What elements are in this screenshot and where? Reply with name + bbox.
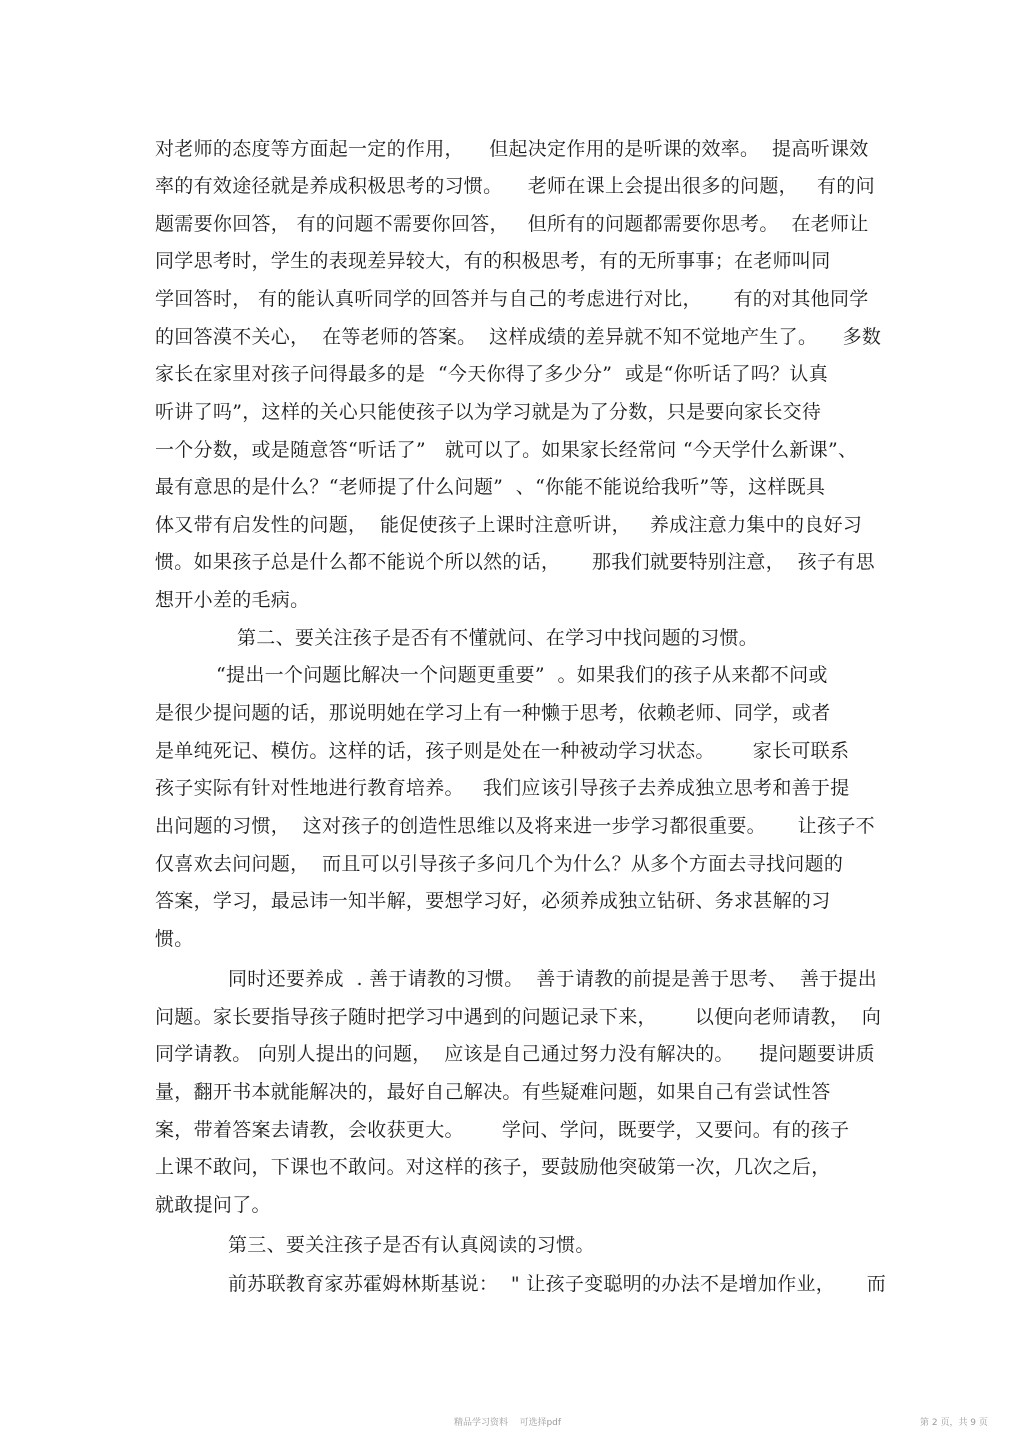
text-line: 听讲了吗”，这样的关心只能使孩子以为学习就是为了分数，只是要向家长交待 — [155, 401, 822, 423]
text-line: 的回答漠不关心， 在等老师的答案。 这样成绩的差异就不知不觉地产生了。 多数 — [155, 326, 882, 348]
text-line: 同时还要养成 . 善于请教的习惯。 善于请教的前提是善于思考、 善于提出 — [228, 968, 878, 990]
text-line: 率的有效途径就是养成积极思考的习惯。 老师在课上会提出很多的问题， 有的问 — [155, 175, 875, 197]
text-line: 对老师的态度等方面起一定的作用， 但起决定作用的是听课的效率。 提高听课效 — [155, 138, 869, 160]
text-line: 前苏联教育家苏霍姆林斯基说： " 让孩子变聪明的办法不是增加作业， 而 — [228, 1273, 887, 1295]
text-line: 出问题的习惯， 这对孩子的创造性思维以及将来进一步学习都很重要。 让孩子不 — [155, 815, 875, 837]
section-heading: 第二、要关注孩子是否有不懂就问、在学习中找问题的习惯。 — [237, 627, 759, 649]
text-line: 最有意思的是什么？“老师提了什么问题” 、“你能不能说给我听”等，这样既具 — [155, 476, 826, 498]
text-line: “提出一个问题比解决一个问题更重要” 。如果我们的孩子从来都不问或 — [216, 664, 828, 686]
text-line: 题需要你回答， 有的问题不需要你回答， 但所有的问题都需要你思考。 在老师让 — [155, 213, 869, 235]
text-line: 同学思考时，学生的表现差异较大，有的积极思考，有的无所事事；在老师叫同 — [155, 250, 831, 272]
footer-watermark-text: 精品学习资料 可选择pdf — [454, 1418, 562, 1428]
text-line: 问题。家长要指导孩子随时把学习中遇到的问题记录下来， 以便向老师请教， 向 — [155, 1006, 882, 1028]
footer-page-number: 第 2 页，共 9 页 — [920, 1418, 988, 1428]
text-line: 孩子实际有针对性地进行教育培养。 我们应该引导孩子去养成独立思考和善于提 — [155, 777, 850, 799]
text-line: 答案，学习，最忌讳一知半解，要想学习好，必须养成独立钻研、务求甚解的习 — [155, 890, 831, 912]
text-line: 体又带有启发性的问题， 能促使孩子上课时注意听讲， 养成注意力集中的良好习 — [155, 514, 863, 536]
text-line: 同学请教。 向别人提出的问题， 应该是自己通过努力没有解决的。 提问题要讲质 — [155, 1043, 875, 1065]
text-line: 仅喜欢去问问题， 而且可以引导孩子多问几个为什么？从多个方面去寻找问题的 — [155, 853, 844, 875]
text-line: 学回答时， 有的能认真听同学的回答并与自己的考虑进行对比， 有的对其他同学 — [155, 288, 869, 310]
text-line: 就敢提问了。 — [155, 1194, 271, 1216]
text-line: 一个分数，或是随意答“听话了” 就可以了。如果家长经常问 “今天学什么新课”、 — [155, 439, 858, 461]
text-line: 惯。 — [155, 928, 194, 950]
text-line: 量，翻开书本就能解决的，最好自己解决。有些疑难问题，如果自己有尝试性答 — [155, 1081, 831, 1103]
section-heading: 第三、要关注孩子是否有认真阅读的习惯。 — [228, 1234, 595, 1256]
text-line: 想开小差的毛病。 — [155, 589, 310, 611]
text-line: 是很少提问题的话，那说明她在学习上有一种懒于思考，依赖老师、同学，或者 — [155, 702, 831, 724]
text-line: 是单纯死记、模仿。这样的话，孩子则是处在一种被动学习状态。 家长可联系 — [155, 740, 850, 762]
text-line: 家长在家里对孩子问得最多的是 “今天你得了多少分” 或是“你听话了吗？认真 — [155, 363, 828, 385]
text-line: 案，带着答案去请教，会收获更大。 学问、学问，既要学，又要问。有的孩子 — [155, 1119, 850, 1141]
text-line: 上课不敢问，下课也不敢问。对这样的孩子，要鼓励他突破第一次，几次之后， — [155, 1156, 831, 1178]
text-line: 惯。如果孩子总是什么都不能说个所以然的话， 那我们就要特别注意， 孩子有思 — [155, 551, 875, 573]
